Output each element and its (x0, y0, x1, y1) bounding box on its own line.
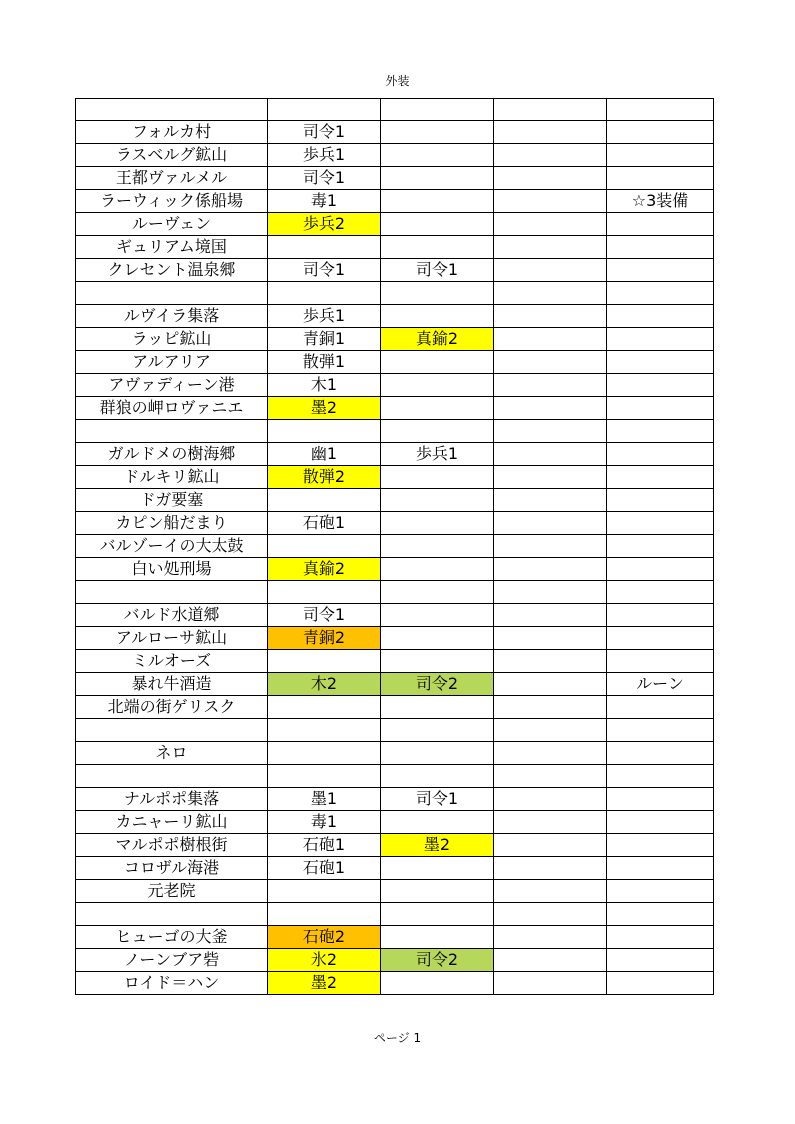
cell-material-1 (268, 650, 381, 673)
cell-location: バルド水道郷 (76, 604, 268, 627)
cell-note: ☆3装備 (607, 190, 714, 213)
cell-location: ノーンブア砦 (76, 949, 268, 972)
cell-material-2 (381, 558, 494, 581)
cell-note (607, 420, 714, 443)
cell-material-2: 司令2 (381, 673, 494, 696)
cell-material-1 (268, 742, 381, 765)
page-footer: ページ 1 (373, 1031, 422, 1045)
cell-note (607, 880, 714, 903)
cell-material-1: 司令1 (268, 259, 381, 282)
table-row (76, 305, 714, 328)
page-header: 外装 (385, 74, 410, 88)
cell-material-3 (494, 443, 607, 466)
table-row (76, 443, 714, 466)
cell-material-3 (494, 512, 607, 535)
cell-note (607, 351, 714, 374)
cell-location: フォルカ村 (76, 121, 268, 144)
cell-material-1: 歩兵2 (268, 213, 381, 236)
table-row (76, 880, 714, 903)
cell-material-1 (268, 489, 381, 512)
cell-note (607, 466, 714, 489)
cell-location: ミルオーズ (76, 650, 268, 673)
cell-material-3 (494, 397, 607, 420)
table-row (76, 512, 714, 535)
table-row (76, 627, 714, 650)
cell-location: ルヴイラ集落 (76, 305, 268, 328)
cell-material-3 (494, 374, 607, 397)
cell-material-2: 司令1 (381, 788, 494, 811)
cell-note (607, 742, 714, 765)
cell-material-1: 氷2 (268, 949, 381, 972)
cell-note (607, 489, 714, 512)
cell-material-1 (268, 765, 381, 788)
cell-material-3 (494, 719, 607, 742)
cell-material-2 (381, 604, 494, 627)
table-row (76, 420, 714, 443)
cell-location: カニャーリ鉱山 (76, 811, 268, 834)
cell-note (607, 512, 714, 535)
table-row (76, 926, 714, 949)
cell-material-1 (268, 696, 381, 719)
cell-material-3 (494, 236, 607, 259)
cell-note: ルーン (607, 673, 714, 696)
cell-material-1 (268, 903, 381, 926)
cell-material-2 (381, 121, 494, 144)
cell-material-2 (381, 627, 494, 650)
cell-material-3 (494, 880, 607, 903)
table-row (76, 99, 714, 121)
table-row (76, 834, 714, 857)
cell-note (607, 121, 714, 144)
cell-note (607, 305, 714, 328)
cell-note (607, 144, 714, 167)
cell-note (607, 397, 714, 420)
cell-note (607, 972, 714, 995)
cell-material-3 (494, 328, 607, 351)
cell-material-2 (381, 765, 494, 788)
cell-material-3 (494, 949, 607, 972)
cell-material-3 (494, 282, 607, 305)
cell-material-2 (381, 420, 494, 443)
table-row (76, 144, 714, 167)
cell-material-3 (494, 535, 607, 558)
cell-location: アルローサ鉱山 (76, 627, 268, 650)
table-row (76, 604, 714, 627)
cell-material-3 (494, 420, 607, 443)
table-row (76, 351, 714, 374)
cell-material-1: 石砲1 (268, 857, 381, 880)
cell-material-3 (494, 765, 607, 788)
cell-material-2: 司令1 (381, 259, 494, 282)
table-row (76, 328, 714, 351)
table-row (76, 190, 714, 213)
cell-material-2: 歩兵1 (381, 443, 494, 466)
cell-location: ラーウィック係船場 (76, 190, 268, 213)
table-row (76, 673, 714, 696)
cell-material-2 (381, 466, 494, 489)
cell-material-1: 毒1 (268, 811, 381, 834)
cell-material-1: 墨2 (268, 972, 381, 995)
cell-note (607, 811, 714, 834)
cell-location: コロザル海港 (76, 857, 268, 880)
spreadsheet-table (75, 98, 714, 995)
cell-material-2 (381, 167, 494, 190)
cell-material-3 (494, 604, 607, 627)
cell-material-2 (381, 857, 494, 880)
cell-location: アルアリア (76, 351, 268, 374)
cell-material-2 (381, 719, 494, 742)
cell-location: ラッピ鉱山 (76, 328, 268, 351)
cell-note (607, 282, 714, 305)
cell-note (607, 374, 714, 397)
cell-material-2 (381, 972, 494, 995)
cell-location (76, 581, 268, 604)
cell-note (607, 949, 714, 972)
cell-location: ネロ (76, 742, 268, 765)
cell-material-3 (494, 742, 607, 765)
table-row (76, 650, 714, 673)
cell-material-1: 青銅1 (268, 328, 381, 351)
cell-material-2 (381, 351, 494, 374)
cell-material-2 (381, 397, 494, 420)
table-row (76, 374, 714, 397)
cell-location: 王都ヴァルメル (76, 167, 268, 190)
cell-location: バルゾーイの大太鼓 (76, 535, 268, 558)
cell-note (607, 857, 714, 880)
cell-material-3 (494, 788, 607, 811)
cell-material-1: 毒1 (268, 190, 381, 213)
table-row (76, 765, 714, 788)
cell-material-3 (494, 489, 607, 512)
cell-note (607, 443, 714, 466)
cell-material-2 (381, 512, 494, 535)
cell-material-1: 墨1 (268, 788, 381, 811)
cell-note (607, 627, 714, 650)
cell-material-2 (381, 742, 494, 765)
cell-location (76, 903, 268, 926)
cell-material-1: 墨2 (268, 397, 381, 420)
cell-note (607, 535, 714, 558)
cell-material-2 (381, 535, 494, 558)
cell-material-2 (381, 213, 494, 236)
table-row (76, 719, 714, 742)
table-row (76, 121, 714, 144)
cell-material-3 (494, 696, 607, 719)
cell-note (607, 167, 714, 190)
cell-location: 北端の街ゲリスク (76, 696, 268, 719)
table-row (76, 282, 714, 305)
cell-material-1 (268, 236, 381, 259)
cell-location: ガルドメの樹海郷 (76, 443, 268, 466)
cell-material-2 (381, 650, 494, 673)
cell-material-1: 木1 (268, 374, 381, 397)
cell-material-1: 歩兵1 (268, 305, 381, 328)
table-row (76, 558, 714, 581)
cell-material-3 (494, 99, 607, 121)
cell-note (607, 236, 714, 259)
table-row (76, 742, 714, 765)
cell-material-3 (494, 144, 607, 167)
cell-material-3 (494, 558, 607, 581)
cell-location: ヒューゴの大釜 (76, 926, 268, 949)
table-row (76, 788, 714, 811)
cell-material-2: 真鍮2 (381, 328, 494, 351)
cell-location: 群狼の岬ロヴァニエ (76, 397, 268, 420)
table-row (76, 972, 714, 995)
cell-material-3 (494, 167, 607, 190)
cell-location: 暴れ牛酒造 (76, 673, 268, 696)
cell-material-3 (494, 627, 607, 650)
cell-location (76, 99, 268, 121)
cell-material-1: 幽1 (268, 443, 381, 466)
cell-material-3 (494, 351, 607, 374)
cell-location (76, 420, 268, 443)
cell-note (607, 903, 714, 926)
cell-material-3 (494, 650, 607, 673)
cell-material-3 (494, 834, 607, 857)
cell-material-3 (494, 121, 607, 144)
table-row (76, 903, 714, 926)
cell-material-2 (381, 581, 494, 604)
cell-material-1: 散弾1 (268, 351, 381, 374)
cell-note (607, 558, 714, 581)
cell-location: ドルキリ鉱山 (76, 466, 268, 489)
cell-material-1 (268, 535, 381, 558)
table-row (76, 535, 714, 558)
cell-material-3 (494, 972, 607, 995)
cell-note (607, 719, 714, 742)
cell-material-3 (494, 213, 607, 236)
cell-note (607, 581, 714, 604)
table-row (76, 489, 714, 512)
cell-location: ルーヴェン (76, 213, 268, 236)
table-row (76, 167, 714, 190)
cell-material-2 (381, 903, 494, 926)
cell-material-3 (494, 305, 607, 328)
cell-material-3 (494, 673, 607, 696)
table-row (76, 236, 714, 259)
cell-material-1 (268, 99, 381, 121)
cell-material-3 (494, 190, 607, 213)
cell-note (607, 788, 714, 811)
cell-material-1: 青銅2 (268, 627, 381, 650)
cell-material-3 (494, 811, 607, 834)
cell-location: カピン船だまり (76, 512, 268, 535)
cell-material-2 (381, 374, 494, 397)
cell-material-1: 木2 (268, 673, 381, 696)
cell-location (76, 765, 268, 788)
cell-note (607, 926, 714, 949)
cell-material-2 (381, 696, 494, 719)
cell-location: ギュリアム境国 (76, 236, 268, 259)
cell-location: ラスベルグ鉱山 (76, 144, 268, 167)
cell-note (607, 696, 714, 719)
cell-material-1: 石砲1 (268, 512, 381, 535)
table-row (76, 397, 714, 420)
cell-material-3 (494, 466, 607, 489)
cell-note (607, 213, 714, 236)
cell-location: ナルポポ集落 (76, 788, 268, 811)
cell-material-1 (268, 282, 381, 305)
cell-location: 白い処刑場 (76, 558, 268, 581)
cell-note (607, 328, 714, 351)
cell-material-1: 司令1 (268, 167, 381, 190)
cell-material-2 (381, 305, 494, 328)
cell-material-1: 歩兵1 (268, 144, 381, 167)
table-row (76, 857, 714, 880)
cell-location: 元老院 (76, 880, 268, 903)
cell-material-1: 石砲1 (268, 834, 381, 857)
cell-material-1: 真鍮2 (268, 558, 381, 581)
table-row (76, 696, 714, 719)
cell-note (607, 834, 714, 857)
cell-material-1: 司令1 (268, 604, 381, 627)
cell-material-3 (494, 259, 607, 282)
cell-note (607, 765, 714, 788)
table-row (76, 581, 714, 604)
cell-material-1 (268, 880, 381, 903)
cell-location: クレセント温泉郷 (76, 259, 268, 282)
cell-material-2 (381, 99, 494, 121)
cell-material-3 (494, 581, 607, 604)
cell-material-2: 墨2 (381, 834, 494, 857)
cell-material-1: 石砲2 (268, 926, 381, 949)
cell-material-2 (381, 811, 494, 834)
table-row (76, 811, 714, 834)
cell-material-1: 司令1 (268, 121, 381, 144)
cell-note (607, 99, 714, 121)
cell-note (607, 650, 714, 673)
cell-material-2 (381, 190, 494, 213)
cell-material-1: 散弾2 (268, 466, 381, 489)
cell-material-1 (268, 581, 381, 604)
cell-material-3 (494, 903, 607, 926)
cell-note (607, 259, 714, 282)
cell-location: マルポポ樹根街 (76, 834, 268, 857)
cell-note (607, 604, 714, 627)
table-row (76, 949, 714, 972)
cell-location (76, 282, 268, 305)
cell-material-2 (381, 880, 494, 903)
cell-material-2 (381, 236, 494, 259)
cell-material-2 (381, 489, 494, 512)
table-row (76, 213, 714, 236)
cell-location: ロイド＝ハン (76, 972, 268, 995)
cell-material-3 (494, 857, 607, 880)
cell-material-2 (381, 926, 494, 949)
cell-material-1 (268, 420, 381, 443)
cell-location: アヴァディーン港 (76, 374, 268, 397)
cell-material-2 (381, 282, 494, 305)
cell-location (76, 719, 268, 742)
table-row (76, 259, 714, 282)
cell-material-1 (268, 719, 381, 742)
cell-material-2 (381, 144, 494, 167)
cell-location: ドガ要塞 (76, 489, 268, 512)
cell-material-3 (494, 926, 607, 949)
table-row (76, 466, 714, 489)
cell-material-2: 司令2 (381, 949, 494, 972)
